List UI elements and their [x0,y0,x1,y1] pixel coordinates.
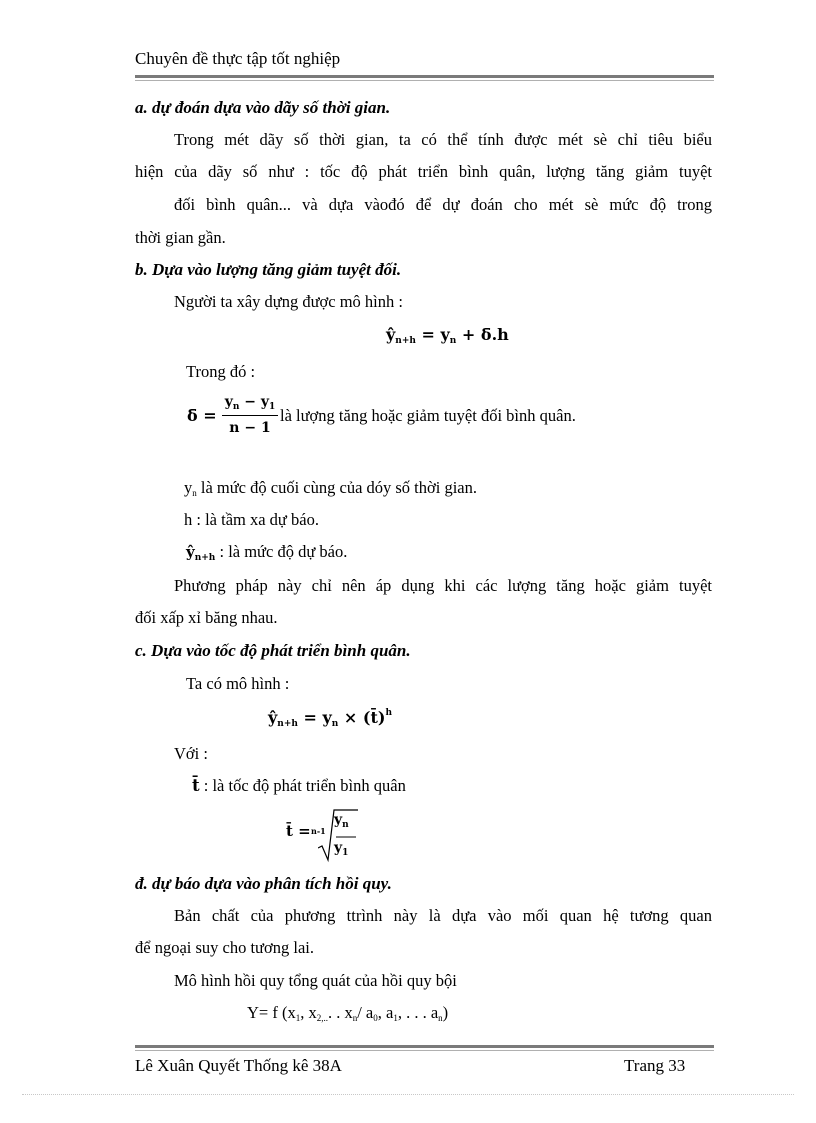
formula-frac-numerator [222,394,278,412]
section-b-intro: Người ta xây dựng được mô hình : [174,292,403,311]
reg-sub-n: n [352,1013,358,1023]
section-a-line-2: hiện của dãy số như : tốc độ phát triển bình quân, lượng tăng giảm tuyệt [135,162,712,181]
section-d-heading: đ. dự báo dựa vào phân tích hồi quy. [135,874,392,893]
section-b-where: Trong đó : [186,362,256,381]
root-numerator [334,812,349,830]
formula-c-eq-y: = y [303,708,332,727]
section-c-with: Với : [174,744,208,763]
section-a-heading: a. dự đoán dựa vào dãy số thời gian. [135,98,391,117]
yn-desc: là mức độ cuối cùng của dóy số thời gian. [200,478,477,497]
reg-a0: / a [357,1003,374,1022]
formula-t-bar-eq: t̄ = [286,822,311,840]
frac-num-y: y [224,394,233,410]
frac-num-sub-1: 1 [269,402,276,412]
frac-num-sub-n: n [232,402,240,412]
root-num-sub: n [342,820,349,830]
reg-Y: Y= f (x [247,1003,296,1022]
formula-sub-nh: n+h [395,336,416,346]
header-title: Chuyên đề thực tập tốt nghiệp [135,49,341,68]
formula-c-sub-n: n [331,719,339,729]
formula-b-forecast [386,325,509,346]
section-b-heading: b. Dựa vào lượng tăng giảm tuyệt đối. [135,260,402,279]
header-rule-thin [135,80,714,81]
t-bar-symbol: t̄ [192,776,200,795]
section-a-line-3: đối bình quân... và dựa vàođó để dự đoán cho mét sè mức độ trong [174,195,712,214]
formula-yhat: ŷ [386,325,396,344]
formula-sub-n: n [449,336,457,346]
footer-rule [135,1045,714,1048]
reg-dots: . . x [327,1003,353,1022]
reg-close: ) [442,1003,449,1022]
t-desc: : là tốc độ phát triển bình quân [203,776,406,795]
footer-author: Lê Xuân Quyết Thống kê 38A [135,1056,342,1075]
root-denominator [334,840,348,858]
reg-x2: , x [300,1003,317,1022]
section-b-yn-line [184,478,477,498]
yn-sub-n: n [192,488,197,498]
formula-c-forecast [268,708,392,729]
yhat-symbol: ŷ [186,543,195,561]
formula-frac-denominator: n − 1 [229,420,271,436]
section-c-t-line [192,776,406,796]
reg-sub-1: 1 [295,1013,301,1023]
section-b-h-desc: h : là tầm xa dự báo. [184,510,319,529]
section-a-line-1: Trong mét dãy số thời gian, ta có thể tính được mét sè chỉ tiêu biểu [174,130,712,149]
reg-sub-a1: 1 [393,1013,398,1023]
reg-sub-2: 2,.. [316,1013,328,1023]
section-c-intro: Ta có mô hình : [186,674,290,693]
section-b-p2-line-2: đối xấp xỉ băng nhau. [135,608,278,627]
header-rule [135,75,714,78]
section-b-p2-line-1: Phương pháp này chỉ nên áp dụng khi các lượng tăng hoặc giảm tuyệt [174,576,712,595]
reg-sub-an: n [438,1013,443,1023]
formula-delta-bar: δ̄ = [187,406,217,425]
root-den-sub: 1 [342,848,349,858]
footer-rule-thin [135,1050,714,1051]
regression-formula [247,1003,448,1023]
reg-a1: , a [377,1003,394,1022]
formula-c-sub-nh: n+h [277,719,298,729]
root-num-y: y [334,812,343,828]
yhat-sub-nh: n+h [194,553,216,563]
formula-plus-delta-h: + δ̄.h [461,325,509,344]
formula-c-mult-t: × (t̄) [343,708,386,727]
root-den-y: y [334,840,343,856]
root-index: n-1 [311,826,326,836]
section-a-line-4: thời gian gần. [135,228,226,247]
formula-c-sup-h: h [385,708,392,718]
reg-an: , . . . a [397,1003,439,1022]
section-b-delta-desc: là lượng tăng hoặc giảm tuyệt đối bình quân. [280,406,576,425]
formula-eq-y: = y [421,325,450,344]
section-d-line-3: Mô hình hồi quy tổng quát của hồi quy bội [174,971,457,990]
section-b-yhat-line [186,542,347,563]
yn-y: y [184,478,193,497]
formula-c-yhat: ŷ [268,708,278,727]
page-bottom-dotted-line [22,1094,794,1095]
reg-sub-0: 0 [373,1013,378,1023]
fraction-bar [222,415,278,416]
frac-num-minus-y: − y [244,394,270,410]
footer-page-number: Trang 33 [624,1056,686,1075]
section-c-heading: c. Dựa vào tốc độ phát triển bình quân. [135,641,411,660]
yhat-desc: : là mức độ dự báo. [219,542,348,561]
section-d-line-1: Bản chất của phương ttrình này là dựa vào mối quan hệ tương quan [174,906,712,925]
section-d-line-2: để ngoại suy cho tương lai. [135,938,314,957]
